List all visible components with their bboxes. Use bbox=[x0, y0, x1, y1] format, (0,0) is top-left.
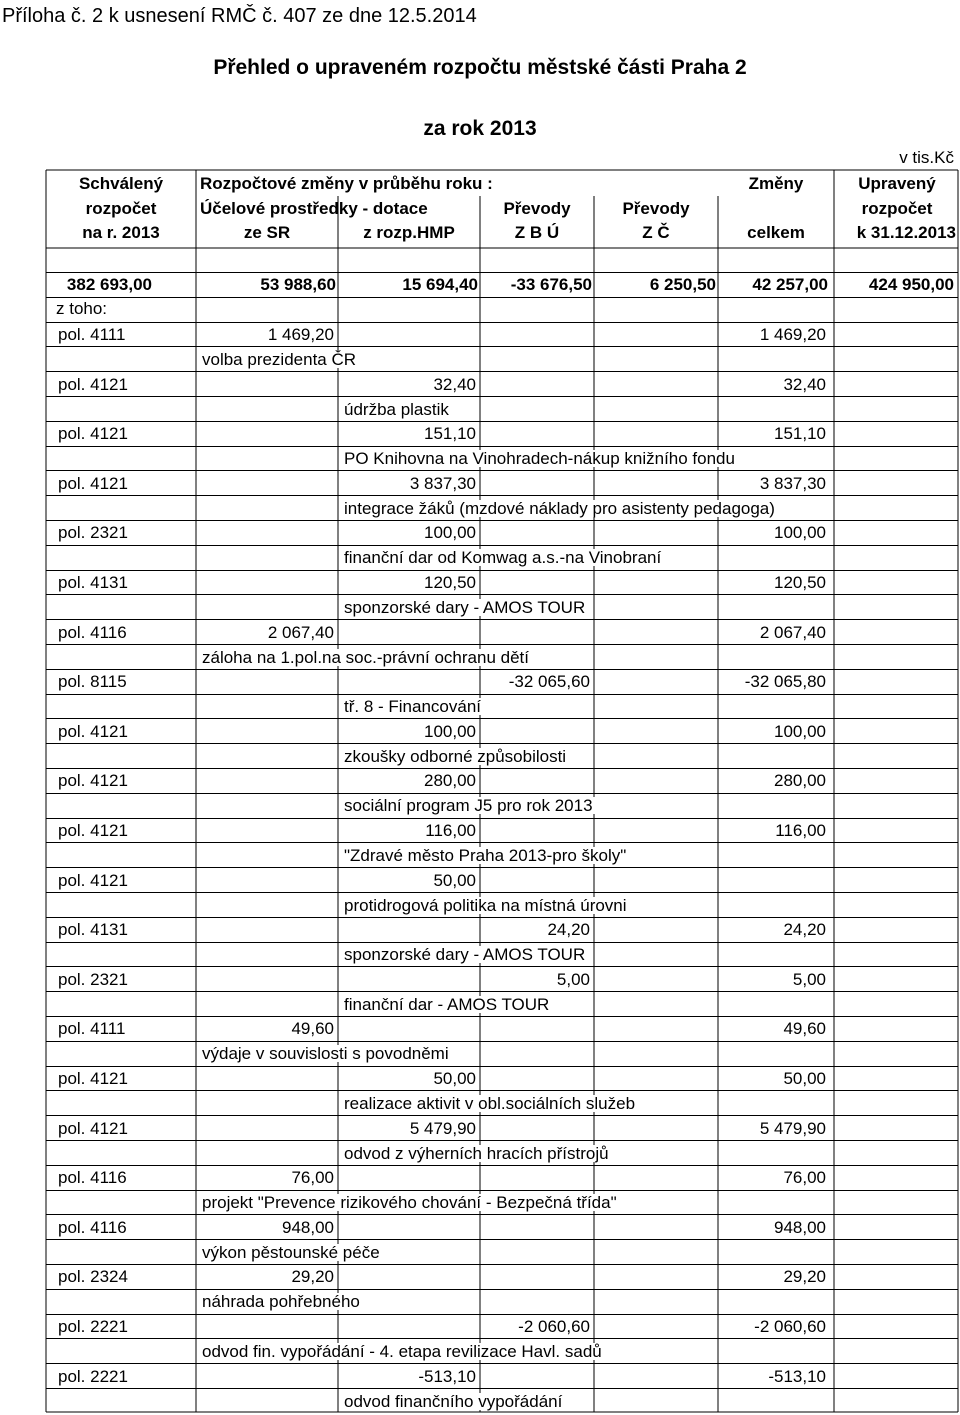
item-pol: pol. 4121 bbox=[58, 722, 128, 741]
item-description: PO Knihovna na Vinohradech-nákup knižního fondu bbox=[344, 449, 735, 468]
item-description: sponzorské dary - AMOS TOUR bbox=[344, 598, 586, 617]
item-pol: pol. 4131 bbox=[58, 573, 128, 592]
item-pol: pol. 2321 bbox=[58, 523, 128, 542]
total-hmp: 15 694,40 bbox=[402, 275, 478, 294]
item-pol: pol. 4116 bbox=[58, 1168, 127, 1187]
header-zc-1: Převody bbox=[622, 199, 690, 218]
item-value: 50,00 bbox=[433, 871, 476, 890]
item-description: projekt "Prevence rizikového chování - Bezpečná třída" bbox=[202, 1193, 617, 1212]
total-sr: 53 988,60 bbox=[260, 275, 336, 294]
item-value: 1 469,20 bbox=[267, 325, 334, 344]
total-zc: 6 250,50 bbox=[649, 275, 716, 294]
item-value: 100,00 bbox=[424, 523, 476, 542]
item-value: 29,20 bbox=[291, 1267, 334, 1286]
page-subtitle: za rok 2013 bbox=[423, 117, 537, 140]
item-pol: pol. 2221 bbox=[58, 1367, 128, 1386]
page-title: Přehled o upraveném rozpočtu městské části Praha 2 bbox=[213, 56, 747, 79]
item-value: 2 067,40 bbox=[267, 623, 334, 642]
item-total: -513,10 bbox=[768, 1367, 826, 1386]
item-description: odvod fin. vypořádání - 4. etapa revilizace Havl. sadů bbox=[202, 1342, 602, 1361]
item-value: 948,00 bbox=[282, 1218, 334, 1237]
header-zmeny-1: Změny bbox=[748, 174, 804, 193]
item-pol: pol. 4111 bbox=[58, 325, 126, 344]
item-description: výdaje v souvislosti s povodněmi bbox=[202, 1044, 449, 1063]
item-total: 50,00 bbox=[783, 1069, 826, 1088]
header-sr-2: ze SR bbox=[243, 223, 291, 242]
header-schvaleny-3: na r. 2013 bbox=[82, 223, 160, 242]
total-zbu: -33 676,50 bbox=[510, 275, 592, 294]
header-zc-2: Z Č bbox=[642, 223, 670, 242]
item-pol: pol. 4121 bbox=[58, 474, 128, 493]
item-total: 49,60 bbox=[783, 1019, 826, 1038]
item-pol: pol. 4131 bbox=[58, 920, 128, 939]
item-value: 151,10 bbox=[424, 424, 476, 443]
item-total: 100,00 bbox=[774, 523, 826, 542]
item-value: 32,40 bbox=[433, 375, 476, 394]
attachment-note: Příloha č. 2 k usnesení RMČ č. 407 ze dne 12.5.2014 bbox=[2, 5, 477, 27]
item-description: integrace žáků (mzdové náklady pro asistenty pedagoga) bbox=[344, 499, 775, 518]
item-total: 32,40 bbox=[783, 375, 826, 394]
item-pol: pol. 4116 bbox=[58, 623, 127, 642]
item-value: 5 479,90 bbox=[409, 1119, 476, 1138]
item-pol: pol. 4121 bbox=[58, 871, 128, 890]
header-upraveny-2: rozpočet bbox=[861, 199, 933, 218]
header-changes-title: Rozpočtové změny v průběhu roku : bbox=[200, 174, 493, 193]
item-pol: pol. 2321 bbox=[58, 970, 128, 989]
unit-label: v tis.Kč bbox=[899, 148, 954, 167]
item-total: 5,00 bbox=[792, 970, 826, 989]
item-description: tř. 8 - Financování bbox=[344, 697, 482, 716]
item-description: výkon pěstounské péče bbox=[202, 1243, 380, 1262]
item-total: 5 479,90 bbox=[759, 1119, 826, 1138]
item-total: 116,00 bbox=[775, 821, 826, 840]
item-value: -32 065,60 bbox=[508, 672, 590, 691]
item-pol: pol. 4121 bbox=[58, 821, 128, 840]
header-upraveny-3: k 31.12.2013 bbox=[856, 223, 956, 242]
header-sr-1: Účelové prostředky - dotace bbox=[200, 199, 428, 218]
item-value: 280,00 bbox=[424, 771, 476, 790]
item-description: finanční dar - AMOS TOUR bbox=[344, 995, 550, 1014]
item-value: 24,20 bbox=[547, 920, 590, 939]
total-schvaleny: 382 693,00 bbox=[66, 275, 152, 294]
item-total: -32 065,80 bbox=[744, 672, 826, 691]
header-schvaleny-2: rozpočet bbox=[85, 199, 157, 218]
item-description: zkoušky odborné způsobilosti bbox=[344, 747, 567, 766]
item-pol: pol. 4121 bbox=[58, 375, 128, 394]
item-total: 948,00 bbox=[774, 1218, 826, 1237]
item-description: náhrada pohřebného bbox=[202, 1292, 360, 1311]
item-value: 49,60 bbox=[291, 1019, 334, 1038]
item-pol: pol. 4116 bbox=[58, 1218, 127, 1237]
item-value: -513,10 bbox=[418, 1367, 476, 1386]
item-description: "Zdravé město Praha 2013-pro školy" bbox=[344, 846, 627, 865]
item-description: odvod z výherních hracích přístrojů bbox=[344, 1144, 609, 1163]
header-upraveny-1: Upravený bbox=[858, 174, 936, 193]
item-description: odvod finančního vypořádání bbox=[344, 1392, 563, 1411]
item-description: sponzorské dary - AMOS TOUR bbox=[344, 945, 586, 964]
header-zbu-2: Z B Ú bbox=[514, 223, 560, 242]
total-zmeny: 42 257,00 bbox=[752, 275, 828, 294]
item-value: 120,50 bbox=[424, 573, 476, 592]
item-value: -2 060,60 bbox=[518, 1317, 590, 1336]
item-value: 116,00 bbox=[425, 821, 476, 840]
item-total: 29,20 bbox=[783, 1267, 826, 1286]
item-total: 1 469,20 bbox=[759, 325, 826, 344]
header-zmeny-2: celkem bbox=[747, 223, 805, 242]
item-pol: pol. 4121 bbox=[58, 424, 128, 443]
item-total: 120,50 bbox=[774, 573, 826, 592]
header-zbu-1: Převody bbox=[503, 199, 571, 218]
item-total: 76,00 bbox=[783, 1168, 826, 1187]
total-upraveny: 424 950,00 bbox=[868, 275, 954, 294]
item-total: 24,20 bbox=[783, 920, 826, 939]
item-description: záloha na 1.pol.na soc.-právní ochranu dětí bbox=[202, 648, 529, 667]
item-description: údržba plastik bbox=[344, 400, 449, 419]
item-pol: pol. 4121 bbox=[58, 771, 128, 790]
item-value: 76,00 bbox=[291, 1168, 334, 1187]
header-hmp: z rozp.HMP bbox=[363, 223, 455, 242]
item-description: sociální program J5 pro rok 2013 bbox=[344, 796, 593, 815]
item-value: 3 837,30 bbox=[409, 474, 476, 493]
item-pol: pol. 2221 bbox=[58, 1317, 128, 1336]
item-total: 3 837,30 bbox=[759, 474, 826, 493]
item-description: protidrogová politika na místná úrovni bbox=[344, 896, 627, 915]
item-total: 151,10 bbox=[774, 424, 826, 443]
item-total: 2 067,40 bbox=[759, 623, 826, 642]
item-pol: pol. 4121 bbox=[58, 1069, 128, 1088]
item-description: realizace aktivit v obl.sociálních služeb bbox=[344, 1094, 636, 1113]
item-value: 5,00 bbox=[556, 970, 590, 989]
item-description: finanční dar od Komwag a.s.-na Vinobraní bbox=[344, 548, 662, 567]
item-pol: pol. 4111 bbox=[58, 1019, 126, 1038]
item-description: volba prezidenta ČR bbox=[202, 350, 357, 369]
item-value: 100,00 bbox=[424, 722, 476, 741]
item-pol: pol. 4121 bbox=[58, 1119, 128, 1138]
item-pol: pol. 2324 bbox=[58, 1267, 128, 1286]
header-schvaleny-1: Schválený bbox=[78, 174, 164, 193]
item-pol: pol. 8115 bbox=[58, 672, 127, 691]
z-toho-label: z toho: bbox=[56, 299, 108, 318]
item-value: 50,00 bbox=[433, 1069, 476, 1088]
item-total: 100,00 bbox=[774, 722, 826, 741]
item-total: 280,00 bbox=[774, 771, 826, 790]
item-total: -2 060,60 bbox=[754, 1317, 826, 1336]
